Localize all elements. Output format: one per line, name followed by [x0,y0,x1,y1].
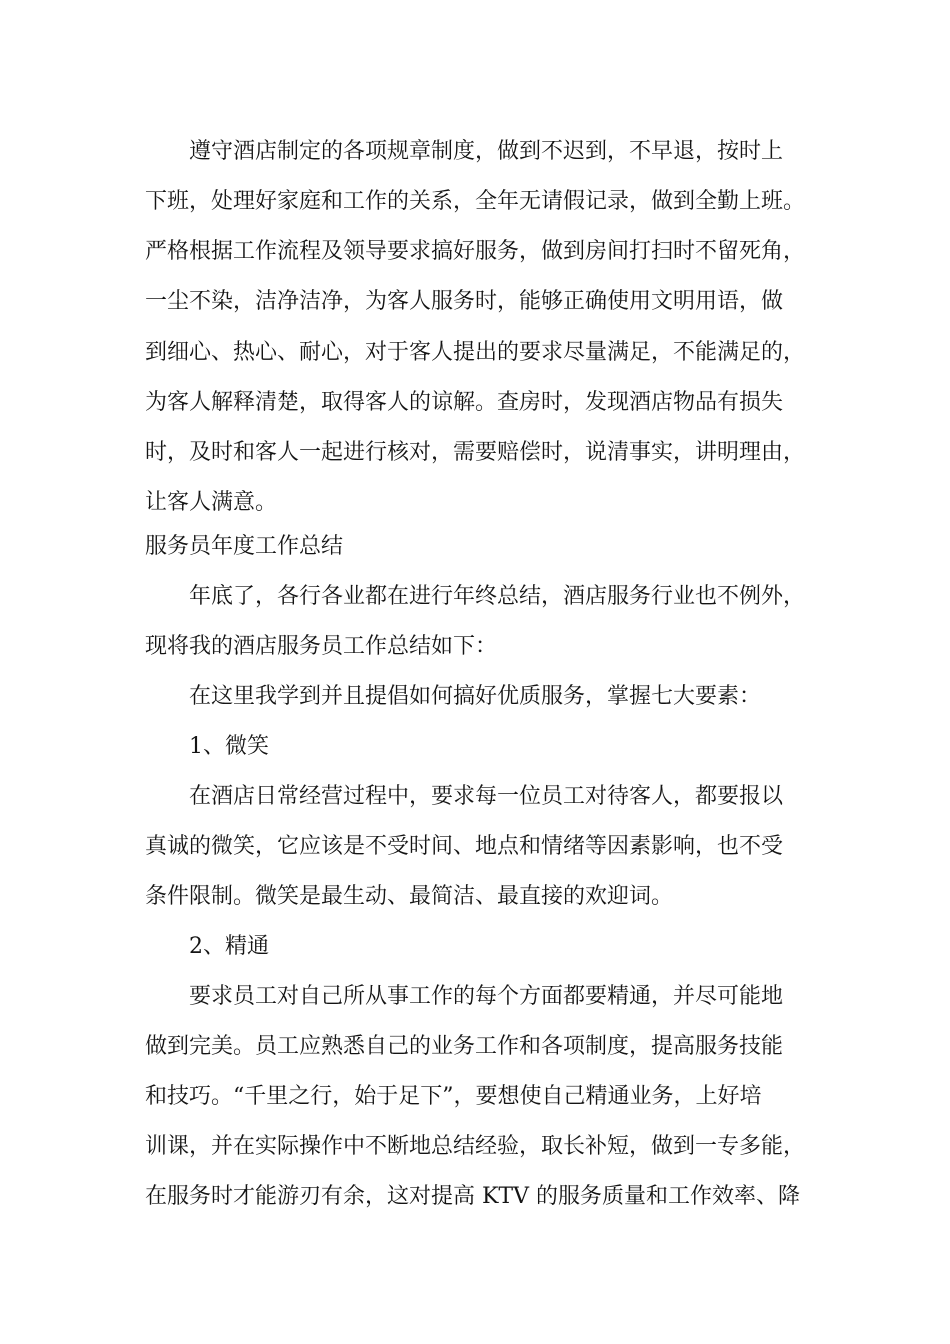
text-line: 训课，并在实际操作中不断地总结经验，取长补短，做到一专多能， [145,1134,806,1159]
text-line: 做到完美。员工应熟悉自己的业务工作和各项制度，提高服务技能 [145,1034,784,1059]
list-heading: 1、微笑 [189,734,269,759]
text-line: 在这里我学到并且提倡如何搞好优质服务，掌握七大要素： [189,684,762,709]
text-line: 年底了，各行各业都在进行年终总结，酒店服务行业也不例外， [189,584,806,609]
text-line: 条件限制。微笑是最生动、最简洁、最直接的欢迎词。 [145,884,674,909]
text-line: 真诚的微笑，它应该是不受时间、地点和情绪等因素影响，也不受 [145,834,784,859]
text-line: 在服务时才能游刃有余，这对提高 KTV 的服务质量和工作效率、降 [145,1184,800,1209]
section-heading: 服务员年度工作总结 [145,534,344,559]
list-heading: 2、精通 [189,934,269,959]
text-line: 要求员工对自己所从事工作的每个方面都要精通，并尽可能地 [189,984,784,1009]
text-line: 严格根据工作流程及领导要求搞好服务，做到房间打扫时不留死角， [145,239,806,264]
text-line: 和技巧。“千里之行，始于足下”，要想使自己精通业务，上好培 [145,1084,762,1109]
text-line: 一尘不染，洁净洁净，为客人服务时，能够正确使用文明用语，做 [145,289,784,314]
text-line: 让客人满意。 [145,490,278,515]
text-line: 现将我的酒店服务员工作总结如下： [145,634,498,659]
text-line: 下班，处理好家庭和工作的关系，全年无请假记录，做到全勤上班。 [145,189,806,214]
text-line: 遵守酒店制定的各项规章制度，做到不迟到，不早退，按时上 [189,139,784,164]
text-line: 到细心、热心、耐心，对于客人提出的要求尽量满足，不能满足的， [145,340,806,365]
text-line: 为客人解释清楚，取得客人的谅解。查房时，发现酒店物品有损失 [145,390,784,415]
text-line: 时，及时和客人一起进行核对，需要赔偿时，说清事实，讲明理由， [145,440,806,465]
text-line: 在酒店日常经营过程中，要求每一位员工对待客人，都要报以 [189,784,784,809]
